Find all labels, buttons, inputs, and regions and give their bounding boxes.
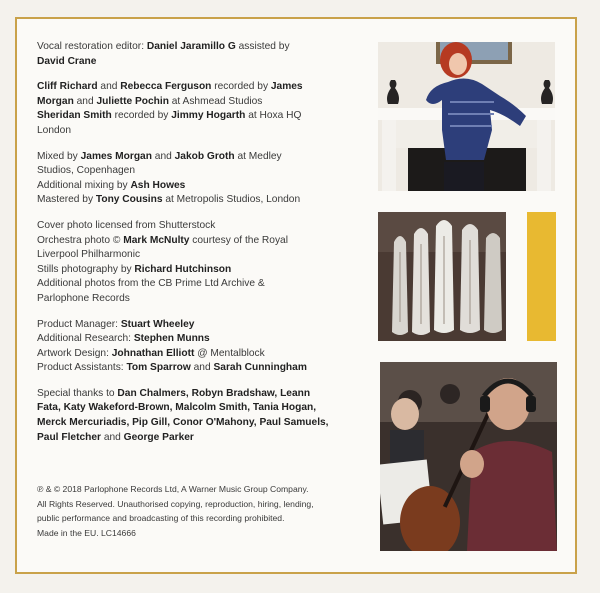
- yellow-accent-bar: [527, 212, 556, 341]
- credit-text: Product Manager:: [37, 318, 121, 330]
- credit-text: Vocal restoration editor:: [37, 41, 147, 52]
- credit-text: Cover photo licensed from Shutterstock: [37, 219, 216, 231]
- credit-name: Fata, Katy Wakeford-Brown, Malcolm Smith, Tania Hogan,: [37, 402, 317, 414]
- credit-text: and: [97, 81, 121, 93]
- credit-text: recorded by: [111, 110, 172, 122]
- credit-line: [37, 80, 367, 95]
- credit-name: Rebecca Ferguson: [120, 81, 212, 93]
- credit-text: Product Assistants:: [37, 362, 127, 374]
- credits-text: [37, 40, 367, 456]
- credit-line: [37, 292, 367, 307]
- credit-name: James: [270, 81, 303, 93]
- credit-name: Johnathan Elliott: [111, 347, 195, 359]
- credit-line: [37, 124, 367, 139]
- credit-block: [37, 40, 367, 69]
- legal-line: All Rights Reserved. Unauthorised copying, reproduction, hiring, lending,: [37, 498, 314, 509]
- credit-text: Additional mixing by: [37, 179, 131, 191]
- credit-text: recorded by: [211, 81, 271, 93]
- credit-name: Tony Cousins: [95, 194, 163, 206]
- credit-name: George Parker: [123, 431, 194, 443]
- credit-line: [37, 387, 367, 402]
- credit-line: [37, 401, 367, 416]
- credit-line: [37, 332, 367, 347]
- credit-text: and: [100, 431, 124, 443]
- credit-text: Liverpool Philharmonic: [37, 249, 141, 261]
- credit-block: [37, 150, 367, 208]
- credit-text: Mastered by: [37, 194, 96, 206]
- instrument-cases-photo: [378, 212, 506, 341]
- legal-notice: [37, 482, 367, 540]
- credit-name: Tom Sparrow: [126, 362, 191, 374]
- orchestra-musician-photo: [380, 362, 557, 551]
- credit-name: David Crane: [37, 55, 97, 67]
- credit-text: London: [37, 124, 71, 136]
- credit-text: Artwork Design:: [37, 347, 112, 359]
- credit-line: [37, 219, 367, 234]
- credit-text: and: [190, 362, 214, 374]
- credit-name: Stephen Munns: [133, 333, 210, 345]
- credit-line: [37, 361, 367, 376]
- credit-text: @ Mentalblock: [194, 347, 265, 359]
- credit-line: [37, 263, 367, 278]
- credit-text: Studios, Copenhagen: [37, 165, 135, 177]
- credit-text: Additional Research:: [37, 333, 134, 345]
- credit-block: [37, 387, 367, 445]
- credit-text: Special thanks to: [37, 387, 118, 399]
- credit-text: at Medley: [234, 150, 282, 162]
- credit-text: at Metropolis Studios, London: [162, 194, 301, 206]
- credit-name: Dan Chalmers, Robyn Bradshaw, Leann: [117, 387, 311, 399]
- credit-name: Ash Howes: [130, 179, 186, 191]
- credit-block: [37, 80, 367, 138]
- credit-line: [37, 40, 367, 55]
- credit-line: [37, 318, 367, 333]
- credit-name: Daniel Jaramillo G: [146, 41, 236, 52]
- credit-name: Richard Hutchinson: [134, 263, 232, 275]
- credit-name: Sarah Cunningham: [213, 362, 307, 374]
- credit-line: [37, 347, 367, 362]
- credit-name: Jimmy Hogarth: [171, 110, 246, 122]
- credit-name: James Morgan: [80, 150, 152, 162]
- credit-name: Merck Mercuriadis, Pip Gill, Conor O'Mahony, Paul Samuels,: [37, 417, 329, 429]
- credit-text: and: [151, 150, 175, 162]
- credit-text: Additional photos from the CB Prime Ltd Archive &: [37, 278, 265, 290]
- credit-line: [37, 431, 367, 446]
- credit-text: Orchestra photo ©: [37, 234, 124, 246]
- credit-block: [37, 318, 367, 376]
- legal-line: public performance and broadcasting of this recording prohibited.: [37, 513, 285, 524]
- credit-line: [37, 55, 367, 70]
- credit-line: [37, 109, 367, 124]
- credit-line: [37, 416, 367, 431]
- credit-text: courtesy of the Royal: [189, 234, 288, 246]
- credit-name: Cliff Richard: [37, 81, 98, 93]
- credit-name: Stuart Wheeley: [120, 318, 195, 330]
- credit-name: Juliette Pochin: [96, 95, 169, 107]
- credit-name: Mark McNulty: [123, 234, 190, 246]
- credit-text: at Ashmead Studios: [168, 95, 263, 107]
- credit-block: [37, 219, 367, 307]
- credit-line: [37, 179, 367, 194]
- legal-line: ℗ & © 2018 Parlophone Records Ltd, A Warner Music Group Company.: [37, 484, 309, 494]
- credit-text: at Hoxa HQ: [245, 110, 302, 122]
- credit-line: [37, 150, 367, 165]
- credit-line: [37, 95, 367, 110]
- credit-name: Jakob Groth: [174, 150, 235, 162]
- credit-name: Sheridan Smith: [37, 110, 112, 122]
- legal-line: Made in the EU. LC14666: [37, 527, 136, 538]
- credit-line: [37, 277, 367, 292]
- credit-text: Stills photography by: [37, 263, 135, 275]
- singer-fireplace-photo: [378, 42, 555, 191]
- credit-name: Morgan: [37, 95, 74, 107]
- credit-text: Mixed by: [37, 150, 81, 162]
- credit-line: [37, 234, 367, 249]
- credit-name: Paul Fletcher: [37, 431, 101, 443]
- credit-text: assisted by: [235, 41, 290, 52]
- credit-text: and: [73, 95, 97, 107]
- credit-line: [37, 248, 367, 263]
- credit-line: [37, 164, 367, 179]
- credit-line: [37, 193, 367, 208]
- credit-text: Parlophone Records: [37, 292, 130, 304]
